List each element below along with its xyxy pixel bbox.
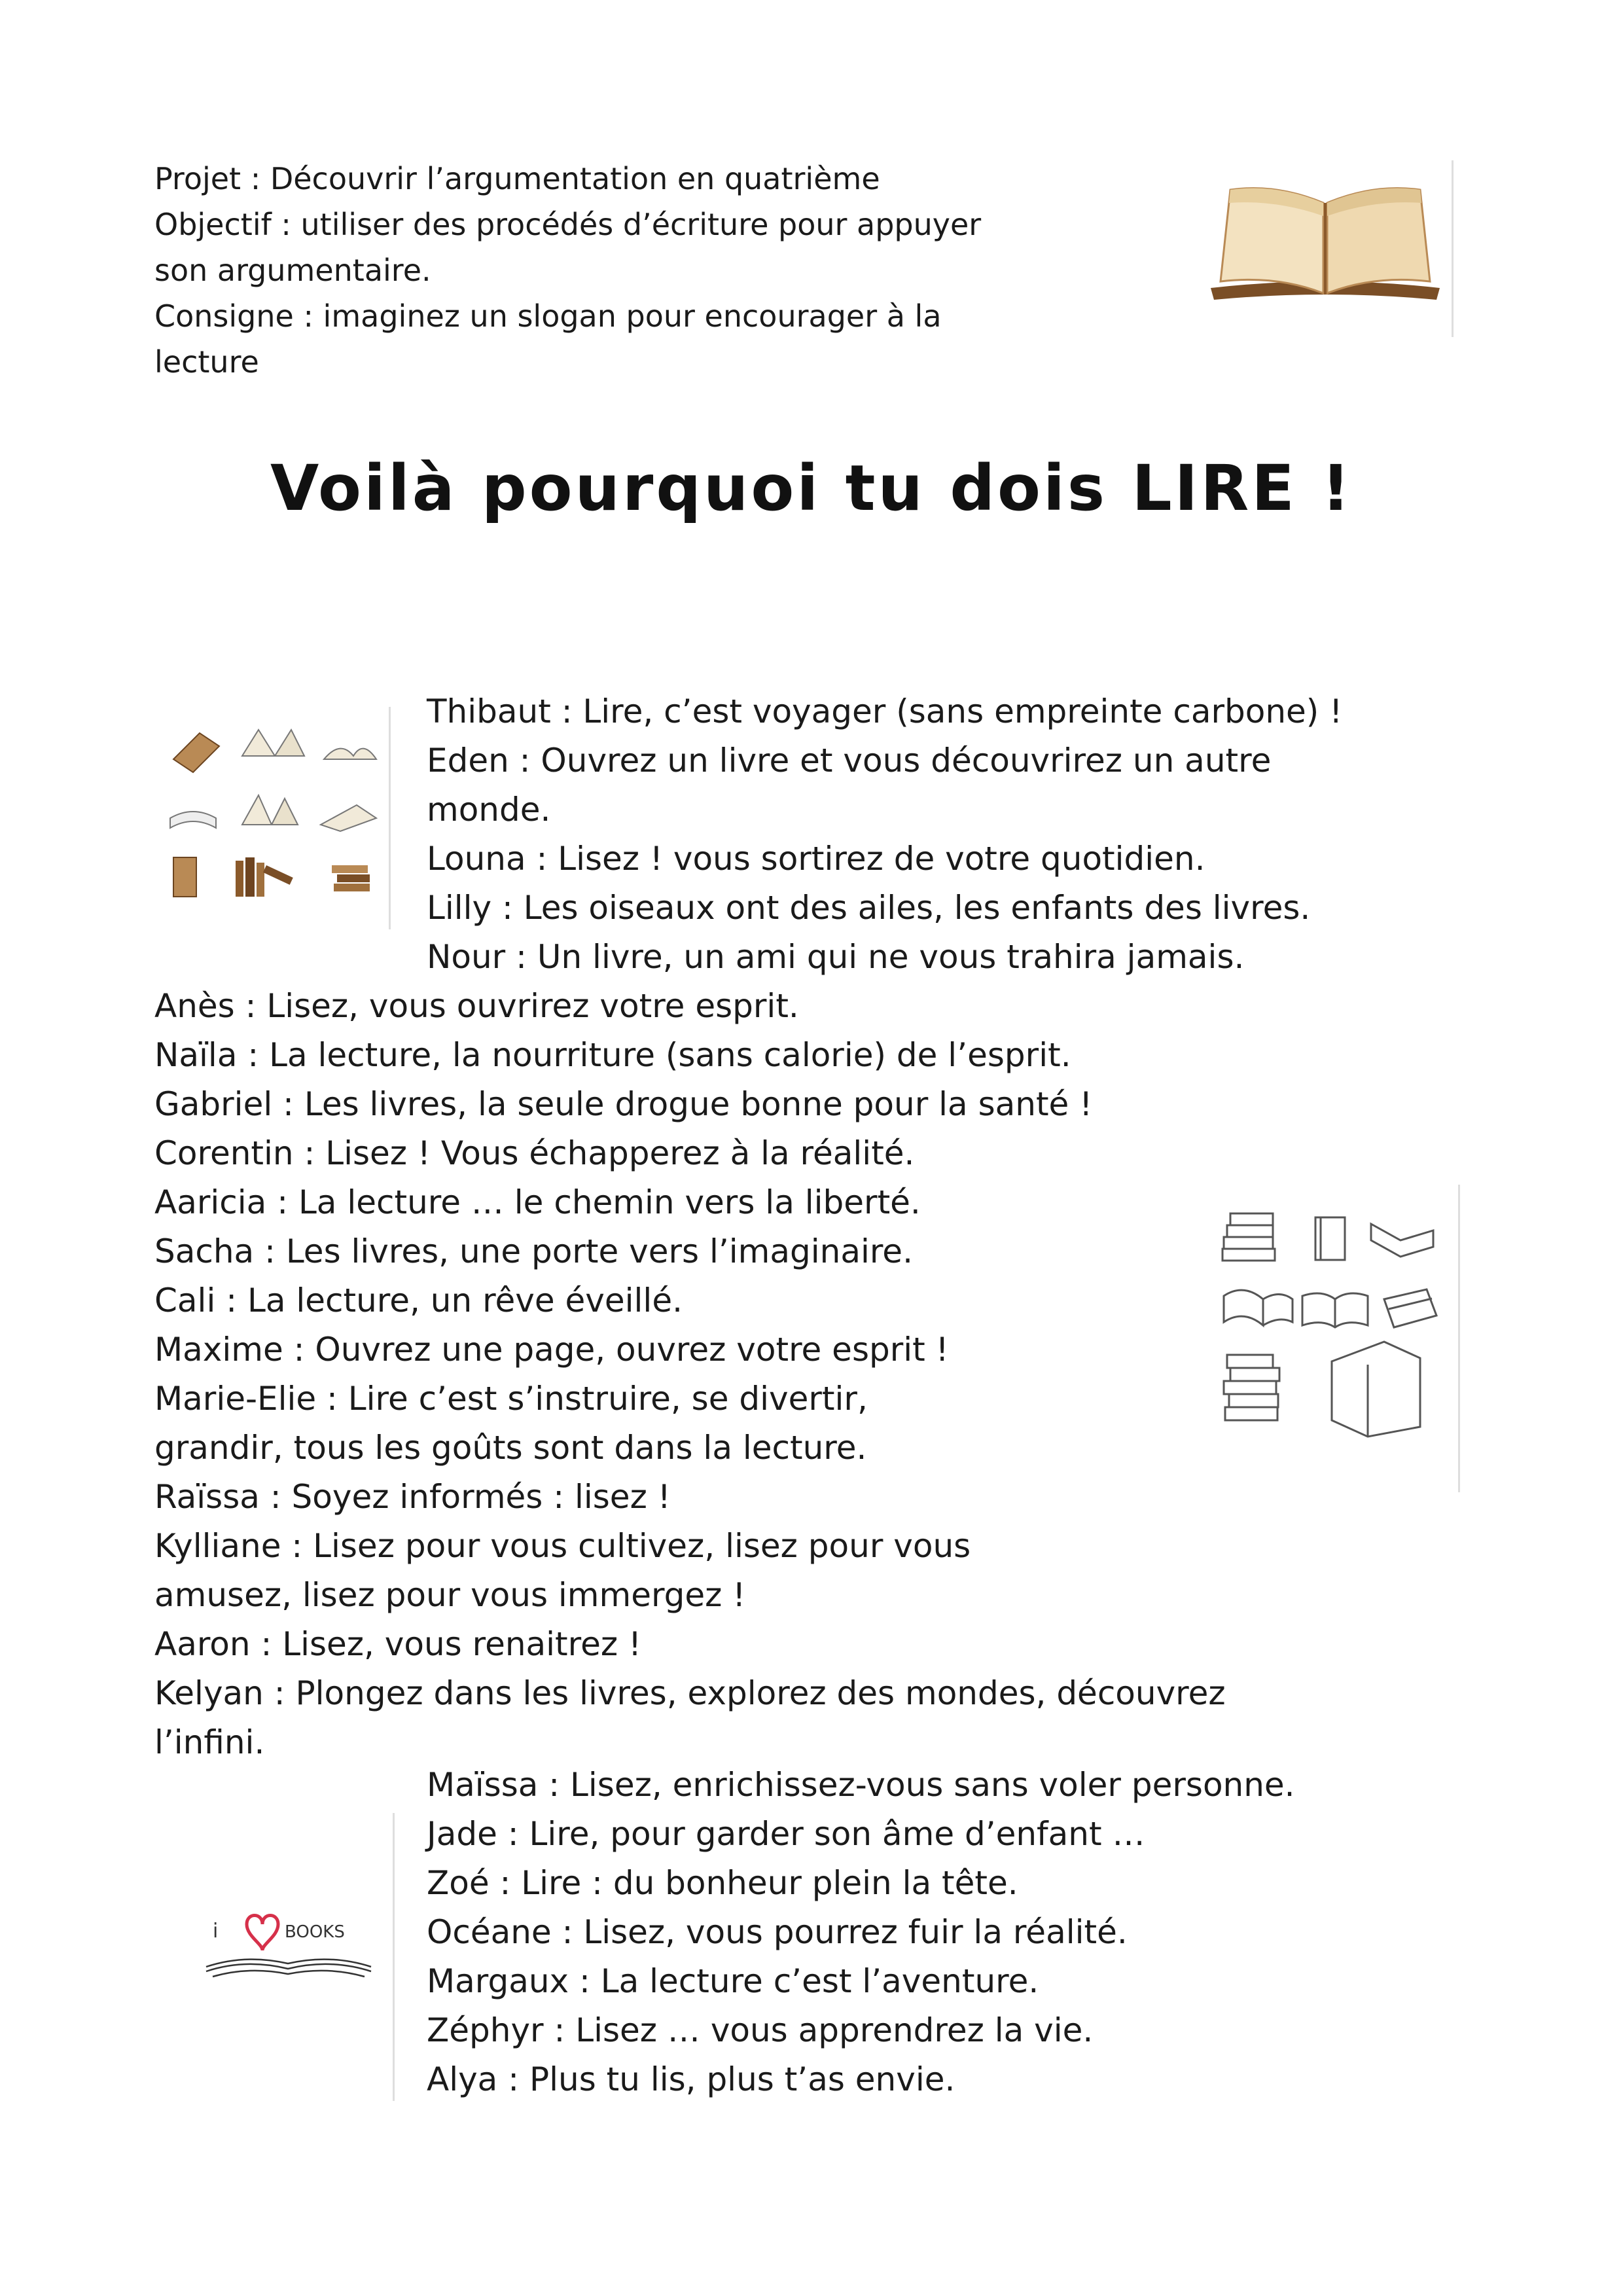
heart-icon [247,1916,278,1951]
book-stack-icon [1222,1213,1275,1261]
quote-line: Eden : Ouvrez un livre et vous découvrirez un autre [427,742,1272,780]
quote-line: Corentin : Lisez ! Vous échapperez à la réalité. [154,1134,915,1172]
divider [1452,160,1454,337]
quote-line: Naïla : La lecture, la nourriture (sans calorie) de l’esprit. [154,1036,1071,1074]
divider [1458,1185,1460,1492]
quote-line: Anès : Lisez, vous ouvrirez votre esprit. [154,987,799,1025]
divider [393,1813,395,2101]
quotes-block-middle [154,982,1226,1767]
quote-line: Jade : Lire, pour garder son âme d’enfant … [427,1815,1145,1853]
quote-line: Marie-Elie : Lire c’est s’instruire, se divertir, [154,1380,868,1418]
open-book-icon [1204,177,1446,308]
quote-line: Zoé : Lire : du bonheur plein la tête. [427,1864,1018,1902]
quote-line: Aaron : Lisez, vous renaitrez ! [154,1625,642,1663]
page-title: Voilà pourquoi tu dois LIRE ! [270,452,1353,525]
book-row-icon [236,857,293,897]
open-book-icon [1332,1342,1420,1437]
objective-line: Objectif : utiliser des procédés d’écriture pour appuyer [154,207,982,242]
quote-line: monde. [427,791,551,829]
quote-line: Nour : Un livre, un ami qui ne vous trahira jamais. [427,938,1245,976]
instruction-line: Consigne : imaginez un slogan pour encourager à la [154,298,942,334]
open-book-icon [1371,1224,1433,1257]
quote-line: Aaricia : La lecture … le chemin vers la liberté. [154,1183,921,1221]
open-book-icon [206,1960,371,1977]
book-stack-icon [1224,1355,1279,1420]
open-book-icon [170,812,216,828]
quote-line: Zéphyr : Lisez … vous apprendrez la vie. [427,2011,1094,2049]
open-book-icon [1302,1293,1368,1327]
quote-line: Kylliane : Lisez pour vous cultivez, lisez pour vous [154,1527,971,1565]
quote-line: Océane : Lisez, vous pourrez fuir la réalité. [427,1913,1128,1951]
quote-line: Gabriel : Les livres, la seule drogue bonne pour la santé ! [154,1085,1093,1123]
quote-line: Lilly : Les oiseaux ont des ailes, les enfants des livres. [427,889,1311,927]
open-book-icon [242,795,298,825]
quotes-block-bottom [427,1761,1295,2104]
quote-line: Thibaut : Lire, c’est voyager (sans empreinte carbone) ! [427,692,1343,730]
quote-line: Louna : Lisez ! vous sortirez de votre quotidien. [427,840,1205,878]
quote-line: Maïssa : Lisez, enrichissez-vous sans voler personne. [427,1766,1295,1804]
project-line: Projet : Découvrir l’argumentation en quatrième [154,161,880,196]
closed-book-icon [1315,1217,1345,1260]
divider [389,707,391,929]
quote-line: Sacha : Les livres, une porte vers l’imaginaire. [154,1232,913,1270]
sketch-books-grid [1217,1211,1453,1446]
quote-line: Alya : Plus tu lis, plus t’as envie. [427,2060,955,2098]
instruction-line-cont: lecture [154,344,259,380]
book-icons-grid [167,720,383,910]
quote-line: Margaux : La lecture c’est l’aventure. [427,1962,1039,2000]
quotes-block-top [427,687,1342,982]
open-book-icon [1224,1290,1293,1325]
open-book-icon [324,749,376,759]
quote-line: Cali : La lecture, un rêve éveillé. [154,1282,683,1319]
quote-line: Kelyan : Plongez dans les livres, explorez des mondes, découvrez [154,1674,1226,1712]
i-love-books-logo [200,1898,389,1990]
closed-book-icon [173,857,196,897]
logo-word: BOOKS [285,1922,345,1942]
open-book-icon [321,805,376,831]
closed-book-icon [173,733,219,772]
quote-line: Maxime : Ouvrez une page, ouvrez votre esprit ! [154,1331,949,1369]
quote-line: grandir, tous les goûts sont dans la lecture. [154,1429,867,1467]
quote-line: amusez, lisez pour vous immergez ! [154,1576,746,1614]
quote-line: l’infini. [154,1723,265,1761]
logo-letter: i [213,1920,219,1943]
book-stack-icon [332,865,370,891]
closed-book-icon [1384,1289,1436,1327]
quote-line: Raïssa : Soyez informés : lisez ! [154,1478,671,1516]
open-book-icon [242,730,304,756]
assignment-header [154,156,1136,385]
objective-line-cont: son argumentaire. [154,253,431,288]
